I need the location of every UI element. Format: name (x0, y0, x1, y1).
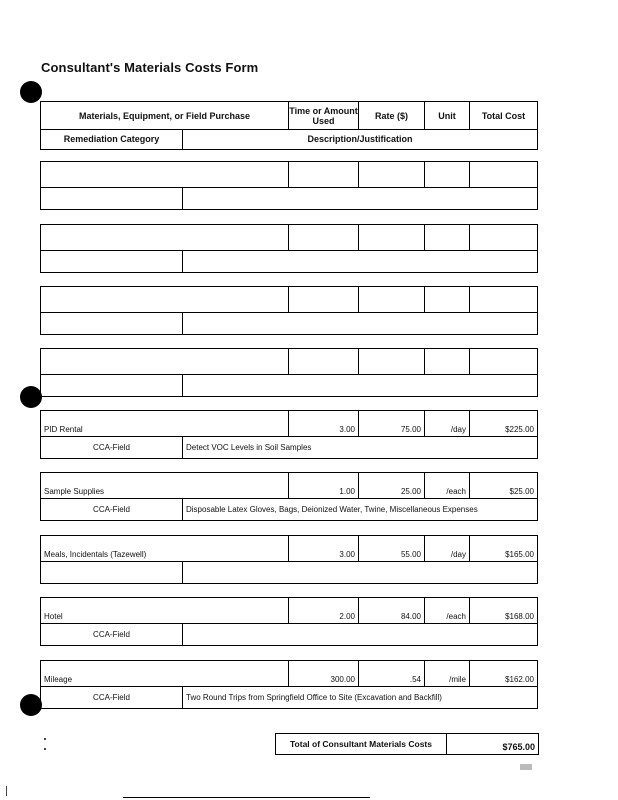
entry-category[interactable]: CCA-Field (93, 692, 130, 702)
punch-hole (20, 81, 42, 103)
entry-rate[interactable]: 84.00 (400, 612, 421, 621)
entry-item[interactable]: Sample Supplies (44, 487, 105, 496)
header-item: Materials, Equipment, or Field Purchase (78, 110, 251, 121)
entry-item[interactable]: Hotel (44, 612, 63, 621)
table-subheader (40, 129, 538, 150)
scan-speck (6, 786, 7, 796)
cost-entry (40, 535, 538, 585)
entry-unit[interactable]: /day (450, 550, 466, 559)
total-box (275, 733, 539, 755)
entry-total[interactable]: $165.00 (505, 550, 534, 559)
entry-unit[interactable]: /day (450, 425, 466, 434)
header-unit: Unit (424, 102, 469, 129)
cost-entry (40, 410, 538, 460)
header-description: Description/Justification (182, 129, 537, 149)
entry-item[interactable]: Mileage (44, 675, 73, 684)
scan-speck (520, 764, 532, 770)
entry-description[interactable]: Two Round Trips from Springfield Office to Site (Excavation and Backfill) (182, 686, 537, 708)
entry-description[interactable] (182, 374, 537, 396)
entry-unit[interactable]: /each (446, 487, 466, 496)
punch-hole (20, 386, 42, 408)
cost-entry (40, 286, 538, 336)
entry-rate[interactable]: .54 (409, 675, 421, 684)
entry-item[interactable]: Meals, Incidentals (Tazewell) (44, 550, 147, 559)
header-time: Time or Amount Used (288, 102, 358, 129)
total-value: $765.00 (502, 742, 535, 752)
entry-rate[interactable]: 55.00 (400, 550, 421, 559)
entry-amount[interactable]: 1.00 (339, 487, 355, 496)
entry-description[interactable] (182, 312, 537, 334)
entry-total[interactable]: $168.00 (505, 612, 534, 621)
entry-item[interactable]: PID Rental (44, 425, 83, 434)
entry-unit[interactable]: /mile (449, 675, 466, 684)
header-category: Remediation Category (63, 134, 160, 144)
entry-description[interactable] (182, 623, 537, 645)
entry-description[interactable] (182, 561, 537, 583)
entry-total[interactable]: $162.00 (505, 675, 534, 684)
entry-description[interactable] (182, 250, 537, 272)
entry-category[interactable] (41, 561, 182, 583)
cost-entry (40, 472, 538, 522)
header-rate: Rate ($) (358, 102, 424, 129)
entry-category[interactable]: CCA-Field (93, 442, 130, 452)
cost-entry (40, 597, 538, 647)
entry-description[interactable] (182, 187, 537, 209)
cost-entry (40, 224, 538, 274)
header-total: Total Cost (469, 102, 537, 129)
entry-category[interactable] (41, 250, 182, 272)
entry-category[interactable]: CCA-Field (93, 504, 130, 514)
form-title: Consultant's Materials Costs Form (41, 60, 259, 75)
scan-speck (44, 748, 46, 750)
cost-entry (40, 161, 538, 211)
entry-amount[interactable]: 2.00 (339, 612, 355, 621)
table-header (40, 101, 538, 130)
entry-unit[interactable]: /each (446, 612, 466, 621)
punch-hole (20, 694, 42, 716)
entry-category[interactable] (41, 187, 182, 209)
entry-category[interactable] (41, 312, 182, 334)
entry-rate[interactable]: 75.00 (400, 425, 421, 434)
entry-category[interactable]: CCA-Field (93, 629, 130, 639)
cost-entry (40, 660, 538, 710)
entry-rate[interactable]: 25.00 (400, 487, 421, 496)
entry-total[interactable]: $25.00 (509, 487, 534, 496)
entry-amount[interactable]: 3.00 (339, 550, 355, 559)
entry-amount[interactable]: 300.00 (330, 675, 355, 684)
entry-description[interactable]: Detect VOC Levels in Soil Samples (182, 436, 537, 458)
cost-entry (40, 348, 538, 398)
signature-line (123, 797, 370, 798)
total-label: Total of Consultant Materials Costs (276, 734, 447, 754)
entry-category[interactable] (41, 374, 182, 396)
entry-amount[interactable]: 3.00 (339, 425, 355, 434)
entry-description[interactable]: Disposable Latex Gloves, Bags, Deionized Water, Twine, Miscellaneous Expenses (182, 498, 537, 520)
entry-total[interactable]: $225.00 (505, 425, 534, 434)
scan-speck (44, 738, 46, 740)
